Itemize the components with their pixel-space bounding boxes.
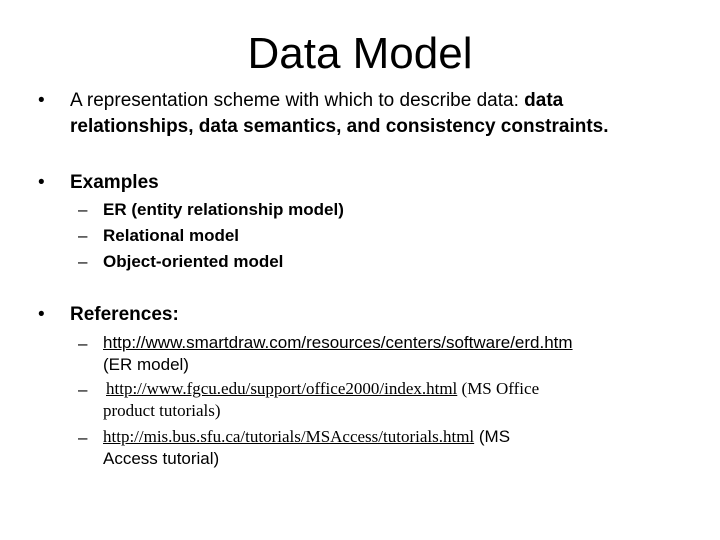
ref-2-dash: – bbox=[78, 380, 88, 399]
example-item-er: ER (entity relationship model) bbox=[103, 200, 344, 219]
page-title: Data Model bbox=[247, 29, 473, 78]
ref-1-line bbox=[103, 332, 573, 354]
example-3-dash: – bbox=[78, 252, 88, 271]
ref-2-desc-1: (MS Office bbox=[461, 379, 540, 398]
bullet-2-marker: • bbox=[38, 172, 45, 193]
ref-1-dash: – bbox=[78, 334, 88, 353]
ref-2-desc-2: product tutorials) bbox=[103, 401, 221, 420]
ref-1-desc: (ER model) bbox=[103, 355, 189, 374]
example-item-object-oriented: Object-oriented model bbox=[103, 252, 284, 271]
ref-3-desc-1: (MS bbox=[478, 427, 511, 446]
ref-1-link[interactable]: http://www.smartdraw.com/resources/centers/software/erd.htm bbox=[103, 333, 573, 352]
ref-2-line bbox=[106, 378, 539, 400]
bullet-1-marker: • bbox=[38, 90, 45, 111]
ref-3-link[interactable]: http://mis.bus.sfu.ca/tutorials/MSAccess/tutorials.html bbox=[103, 427, 475, 446]
bullet-1-text: A representation scheme with which to describe data: data relationships, data semantics, and consistency constraints. bbox=[70, 90, 609, 137]
ref-3-desc-2: Access tutorial) bbox=[103, 449, 220, 468]
bullet-2-label: Examples bbox=[70, 172, 159, 193]
example-item-relational: Relational model bbox=[103, 226, 240, 245]
ref-3-dash: – bbox=[78, 428, 88, 447]
example-2-dash: – bbox=[78, 226, 88, 245]
example-1-dash: – bbox=[78, 200, 88, 219]
bullet-3-label: References: bbox=[70, 304, 179, 325]
ref-2-link[interactable]: http://www.fgcu.edu/support/office2000/index.html bbox=[106, 379, 458, 398]
bullet-3-marker: • bbox=[38, 304, 45, 325]
ref-3-line bbox=[103, 426, 510, 448]
